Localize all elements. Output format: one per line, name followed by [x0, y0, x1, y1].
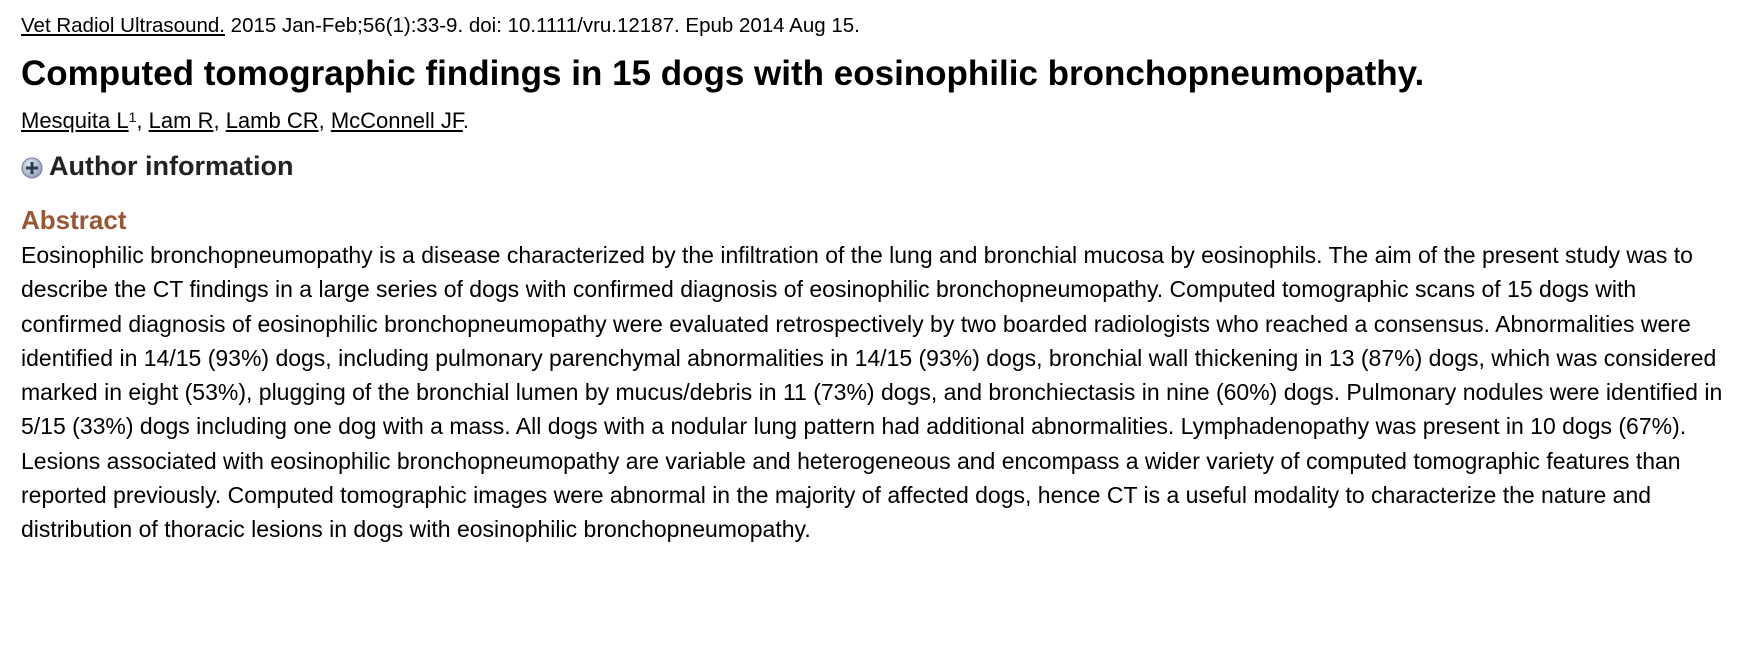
- author-link-3[interactable]: Lamb CR: [225, 108, 319, 133]
- journal-link[interactable]: Vet Radiol Ultrasound.: [21, 14, 225, 37]
- affiliation-marker: 1: [128, 109, 137, 125]
- author-separator: ,: [213, 108, 226, 133]
- article-title: Computed tomographic findings in 15 dogs with eosinophilic bronchopneumopathy.: [21, 54, 1425, 93]
- abstract-heading: Abstract: [21, 205, 127, 235]
- author-link-2[interactable]: Lam R: [148, 108, 214, 133]
- author-link-1[interactable]: Mesquita L: [21, 108, 129, 133]
- abstract-text: Eosinophilic bronchopneumopathy is a disease characterized by the infiltration of the lung and bronchial mucosa by eosinophils. The aim of the present study was to describe the CT findings in a large series of dogs with confirmed diagnosis of eosinophilic bronchopneumopathy. Computed tomographic scans of 15 dogs with confirmed diagnosis of eosinophilic bronchopneumopathy were evaluated retrospectively by two boarded radiologists who reached a consensus. Abnormalities were identified in 14/15 (93%) dogs, including pulmonary parenchymal abnormalities in 14/15 (93%) dogs, bronchial wall thickening in 13 (87%) dogs, which was considered marked in eight (53%), plugging of the bronchial lumen by mucus/debris in 11 (73%) dogs, and bronchiectasis in nine (60%) dogs. Pulmonary nodules were identified in 5/15 (33%) dogs including one dog with a mass. All dogs with a nodular lung pattern had additional abnormalities. Lymphadenopathy was present in 10 dogs (67%). Lesions associated with eosinophilic bronchopneumopathy are variable and heterogeneous and encompass a wider variety of computed tomographic features than reported previously. Computed tomographic images were abnormal in the majority of affected dogs, hence CT is a useful modality to characterize the nature and distribution of thoracic lesions in dogs with eosinophilic bronchopneumopathy.: [21, 242, 1723, 543]
- plus-circle-icon[interactable]: [21, 157, 43, 179]
- citation-line: [21, 12, 1721, 40]
- citation-details: 2015 Jan-Feb;56(1):33-9. doi: 10.1111/vru.12187. Epub 2014 Aug 15.: [224, 14, 860, 37]
- author-link-4[interactable]: McConnell JF: [330, 108, 463, 133]
- author-separator: ,: [318, 108, 331, 133]
- author-info-label[interactable]: Author information: [49, 151, 294, 181]
- author-separator: ,: [136, 108, 149, 133]
- author-terminator: .: [462, 108, 470, 133]
- author-list: [21, 106, 1721, 136]
- author-info-toggle[interactable]: [21, 150, 1721, 182]
